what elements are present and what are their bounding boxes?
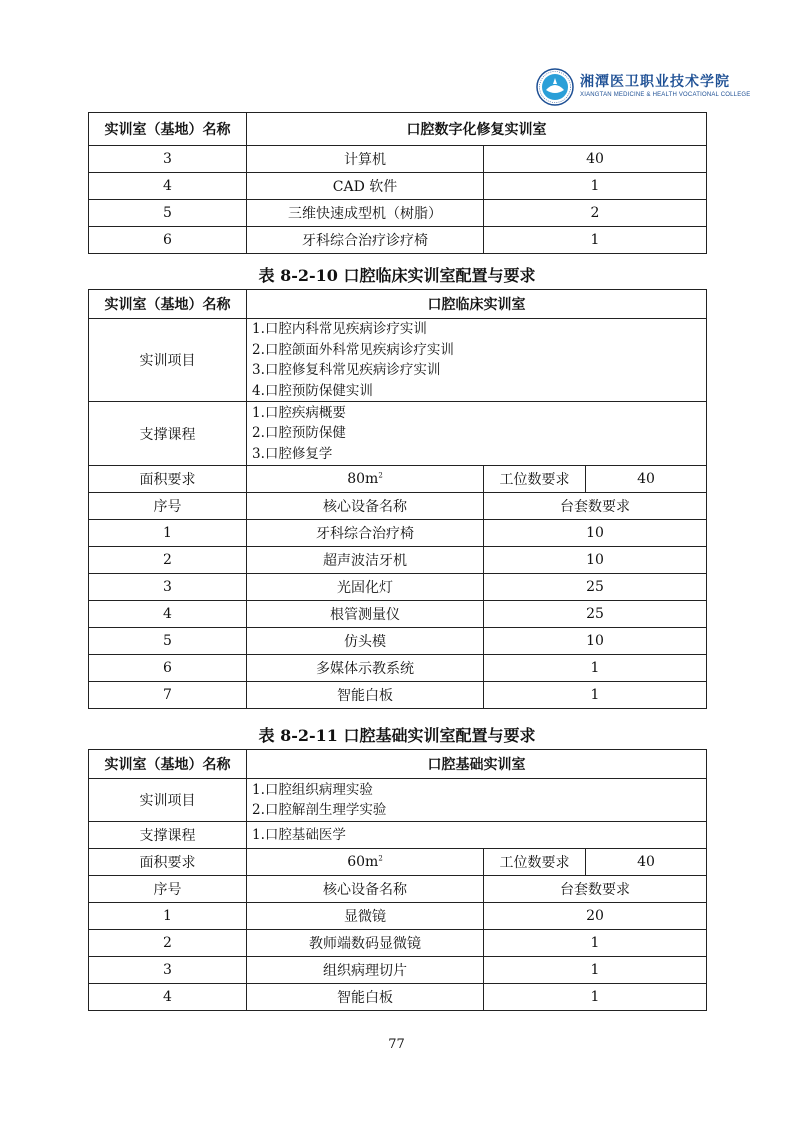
stations-label: 工位数要求: [484, 466, 586, 493]
row-no: 3: [89, 574, 247, 601]
school-name-cn: 湘潭医卫职业技术学院: [580, 74, 730, 90]
projects-label: 实训项目: [89, 319, 247, 402]
table-row: [89, 200, 707, 227]
row-qty: 25: [484, 574, 707, 601]
stations-value: 40: [586, 849, 707, 876]
row-qty: 1: [484, 655, 707, 682]
row-item: 根管测量仪: [247, 601, 484, 628]
area-label: 面积要求: [89, 849, 247, 876]
list-item: 1.口腔内科常见疾病诊疗实训: [252, 321, 427, 337]
col-header-no: 序号: [89, 493, 247, 520]
row-qty: 1: [484, 227, 707, 254]
area-value: [247, 466, 484, 493]
table-basic-lab: [88, 749, 707, 1011]
col-header-item: 核心设备名称: [247, 876, 484, 903]
row-item: 光固化灯: [247, 574, 484, 601]
courses-label: 支撑课程: [89, 822, 247, 849]
row-no: 2: [89, 547, 247, 574]
row-no: 3: [89, 146, 247, 173]
table-caption-basic: 表 8-2-11 口腔基础实训室配置与要求: [258, 726, 536, 745]
list-item: 1.口腔疾病概要: [252, 404, 346, 421]
list-item: 2.口腔颌面外科常见疾病诊疗实训: [252, 341, 454, 358]
row-item: 智能白板: [247, 682, 484, 709]
list-item: 1.口腔组织病理实验: [252, 781, 373, 798]
row-no: 2: [89, 930, 247, 957]
lab-name-label: 实训室（基地）名称: [89, 290, 247, 319]
row-qty: 10: [484, 520, 707, 547]
table-row: [89, 957, 707, 984]
row-item: 教师端数码显微镜: [247, 930, 484, 957]
col-header-no: 序号: [89, 876, 247, 903]
courses-list: [247, 822, 707, 849]
projects-list: [247, 779, 707, 822]
row-no: 4: [89, 984, 247, 1011]
table-caption-clinical: 表 8-2-10 口腔临床实训室配置与要求: [258, 266, 536, 285]
area-unit-sup: 2: [378, 471, 383, 480]
courses-label: 支撑课程: [89, 402, 247, 466]
table-row: [89, 601, 707, 628]
stations-label: 工位数要求: [484, 849, 586, 876]
row-no: 1: [89, 903, 247, 930]
row-qty: 40: [484, 146, 707, 173]
courses-list: [247, 402, 707, 466]
col-header-item: 核心设备名称: [247, 493, 484, 520]
lab-name-value: 口腔临床实训室: [247, 290, 707, 319]
lab-name-value: 口腔基础实训室: [247, 750, 707, 779]
table-row: [89, 547, 707, 574]
row-no: 3: [89, 957, 247, 984]
table-row: [89, 227, 707, 254]
col-header-qty: 台套数要求: [484, 493, 707, 520]
row-qty: 1: [484, 957, 707, 984]
list-item: 3.口腔修复科常见疾病诊疗实训: [252, 362, 441, 378]
school-emblem-icon: [536, 68, 574, 106]
lab-name-label: 实训室（基地）名称: [89, 113, 247, 146]
row-qty: 2: [484, 200, 707, 227]
table-row: [89, 655, 707, 682]
projects-list: [247, 319, 707, 402]
area-label: 面积要求: [89, 466, 247, 493]
list-item: 3.口腔修复学: [252, 445, 333, 462]
row-no: 7: [89, 682, 247, 709]
row-item: 智能白板: [247, 984, 484, 1011]
row-item: 计算机: [247, 146, 484, 173]
row-no: 5: [89, 200, 247, 227]
area-unit-sup: 2: [378, 854, 383, 863]
row-no: 4: [89, 173, 247, 200]
list-item: 1.口腔基础医学: [252, 826, 346, 843]
table-row: [89, 173, 707, 200]
list-item: 2.口腔解剖生理学实验: [252, 802, 387, 818]
table-digital-restoration-lab: [88, 112, 707, 254]
projects-label: 实训项目: [89, 779, 247, 822]
table-row: [89, 682, 707, 709]
table-row: [89, 146, 707, 173]
table-row: [89, 930, 707, 957]
row-qty: 1: [484, 682, 707, 709]
row-no: 5: [89, 628, 247, 655]
row-item: 仿头模: [247, 628, 484, 655]
row-item: 超声波洁牙机: [247, 547, 484, 574]
row-qty: 1: [484, 930, 707, 957]
row-no: 6: [89, 655, 247, 682]
table-clinical-lab: [88, 289, 707, 709]
table-row: [89, 984, 707, 1011]
list-item: 4.口腔预防保健实训: [252, 382, 373, 399]
table-row: [89, 520, 707, 547]
area-number: 80m: [347, 471, 379, 487]
row-no: 4: [89, 601, 247, 628]
row-qty: 10: [484, 628, 707, 655]
lab-name-value: 口腔数字化修复实训室: [247, 113, 707, 146]
row-item: 多媒体示教系统: [247, 655, 484, 682]
row-qty: 25: [484, 601, 707, 628]
area-number: 60m: [347, 854, 379, 870]
list-item: 2.口腔预防保健: [252, 425, 346, 442]
row-item: 组织病理切片: [247, 957, 484, 984]
row-qty: 1: [484, 173, 707, 200]
table-row: [89, 628, 707, 655]
row-item: 牙科综合治疗诊疗椅: [247, 227, 484, 254]
school-logo: [536, 68, 751, 108]
page-number: 77: [388, 1037, 405, 1052]
table-row: [89, 903, 707, 930]
row-item: 三维快速成型机（树脂）: [247, 200, 484, 227]
school-name-en: XIANGTAN MEDICINE & HEALTH VOCATIONAL COLLEGE: [580, 92, 751, 98]
row-qty: 1: [484, 984, 707, 1011]
row-item: CAD 软件: [247, 173, 484, 200]
row-item: 牙科综合治疗椅: [247, 520, 484, 547]
table-row: [89, 574, 707, 601]
stations-value: 40: [586, 466, 707, 493]
row-qty: 10: [484, 547, 707, 574]
col-header-qty: 台套数要求: [484, 876, 707, 903]
row-no: 6: [89, 227, 247, 254]
area-value: [247, 849, 484, 876]
row-no: 1: [89, 520, 247, 547]
lab-name-label: 实训室（基地）名称: [89, 750, 247, 779]
row-item: 显微镜: [247, 903, 484, 930]
row-qty: 20: [484, 903, 707, 930]
